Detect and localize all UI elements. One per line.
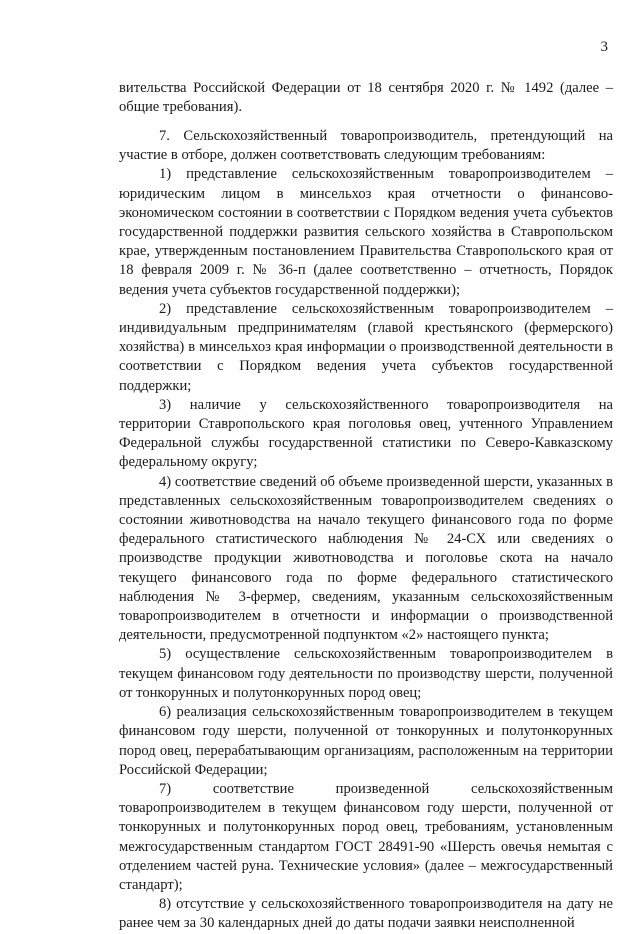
requirement-3: 3) наличие у сельскохозяйственного товаропроизводителя на территории Ставропольского края поголовья овец, учтенного Управлением Федеральной службы государственной статистики по Северо-Кавказскому федеральному округу;	[119, 396, 613, 471]
requirement-2: 2) представление сельскохозяйственным товаропроизводителем – индивидуальным предпринимателям (главой крестьянского (фермерского) хозяйства) в минсельхоз края информации о производственной деятельности в соответствии с Порядком ведения учета субъектов государственной поддержки;	[119, 300, 613, 394]
requirement-1: 1) представление сельскохозяйственным товаропроизводителем – юридическим лицом в минсельхоз края отчетности о финансово-экономическом состоянии в соответствии с Порядком ведения учета субъектов государственной поддержки развития сельского хозяйства в Ставропольском крае, утвержденным постановлением Правительства Ставропольского края от 18 февраля 2009 г. № 36-п (далее соответственно – отчетность, Порядок ведения учета субъектов государственной поддержки);	[119, 166, 613, 298]
paragraph-7: 7. Сельскохозяйственный товаропроизводитель, претендующий на участие в отборе, должен соответствовать следующим требованиям:	[119, 128, 613, 164]
requirement-6: 6) реализация сельскохозяйственным товаропроизводителем в текущем финансовом году шерсти, полученной от тонкорунных и полутонкорунных пород овец, перерабатывающим организациям, расположенным на территории Российской Федерации;	[119, 704, 613, 778]
requirements-block	[119, 127, 613, 934]
requirement-8: 8) отсутствие у сельскохозяйственного товаропроизводителя на дату не ранее чем за 30 календарных дней до даты подачи заявки неисполненной	[119, 896, 613, 932]
intro-paragraph: вительства Российской Федерации от 18 сентября 2020 г. № 1492 (далее – общие требования).	[119, 80, 613, 116]
requirement-5: 5) осуществление сельскохозяйственным товаропроизводителем в текущем финансовом году деятельности по производству шерсти, полученной от тонкорунных и полутонкорунных пород овец;	[119, 646, 613, 701]
requirement-7: 7) соответствие произведенной сельскохозяйственным товаропроизводителем в текущем финансовом году шерсти, полученной от тонкорунных и полутонкорунных пород овец, требованиям, установленным межгосударственным стандартом ГОСТ 28491-90 «Шерсть овечья немытая с отделением частей руна. Технические условия» (далее – межгосударственный стандарт);	[119, 780, 613, 893]
intro-block	[119, 79, 613, 117]
page-number: 3	[600, 39, 608, 55]
requirement-4: 4) соответствие сведений об объеме произведенной шерсти, указанных в представленных сельскохозяйственным товаропроизводителем сведениях о состоянии животноводства на начало текущего финансового года по форме федерального статистического наблюдения № 24-СХ или сведениях о производстве продукции животноводства и поголовье скота на начало текущего финансового года по форме федерального статистического наблюдения № 3-фермер, сведениям, указанным сельскохозяйственным товаропроизводителем в отчетности и информации о производственной деятельности, предусмотренной подпунктом «2» настоящего пункта;	[119, 473, 613, 644]
